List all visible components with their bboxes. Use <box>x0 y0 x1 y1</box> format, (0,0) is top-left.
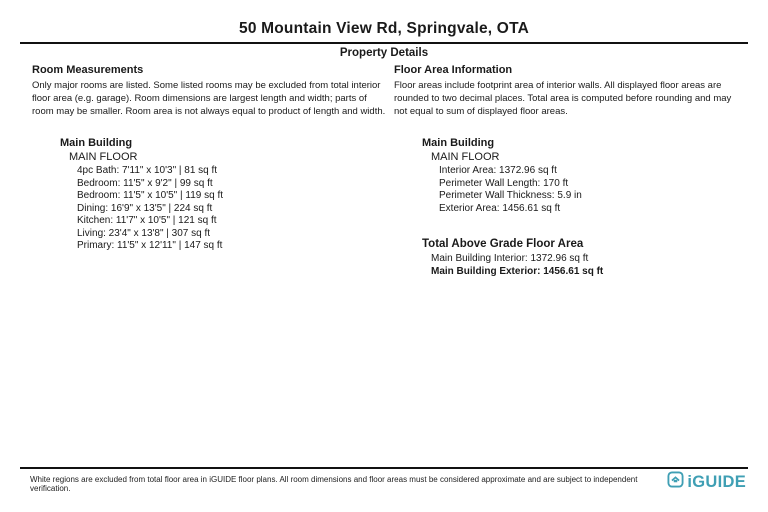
total-above-grade-block <box>394 238 746 278</box>
floor-area-stat: Interior Area: 1372.96 sq ft <box>439 165 557 176</box>
floor-area-building <box>394 137 746 215</box>
room-list <box>32 165 390 253</box>
room-item: Living: 23'4" x 13'8" | 307 sq ft <box>77 227 211 239</box>
room-item: Bedroom: 11'5" x 9'2" | 99 sq ft <box>77 177 213 189</box>
total-exterior-line: Main Building Exterior: 1456.61 sq ft <box>431 265 604 277</box>
room-measurements-section <box>32 64 390 253</box>
page-subtitle: Property Details <box>339 47 429 59</box>
room-item: Kitchen: 11'7" x 10'5" | 121 sq ft <box>77 215 217 226</box>
floor-area-stat: Perimeter Wall Length: 170 ft <box>439 177 569 189</box>
total-interior-line: Main Building Interior: 1372.96 sq ft <box>431 253 589 264</box>
floor-area-stat: Exterior Area: 1456.61 sq ft <box>439 202 561 214</box>
building-name: Main Building <box>422 137 495 149</box>
building-name: Main Building <box>60 137 133 149</box>
footer-disclaimer: White regions are excluded from total floor area in iGUIDE floor plans. All room dimensions and floor areas must be considered approximate and are subject to independent verification. <box>30 475 638 493</box>
room-item: 4pc Bath: 7'11" x 10'3" | 81 sq ft <box>77 165 218 176</box>
total-above-grade-heading: Total Above Grade Floor Area <box>422 238 584 250</box>
floor-area-stat-list <box>394 165 746 215</box>
room-item: Dining: 16'9" x 13'5" | 224 sq ft <box>77 202 213 214</box>
floor-area-description: Floor areas include footprint area of interior walls. All displayed floor areas are rounded to two decimal places. Total area is computed before rounding and may not equal to sum of displayed floor areas. <box>394 80 732 117</box>
page-title: 50 Mountain View Rd, Springvale, OTA <box>239 20 529 37</box>
footer-divider <box>20 467 748 469</box>
room-item: Bedroom: 11'5" x 10'5" | 119 sq ft <box>77 190 224 201</box>
room-measurements-building <box>32 137 390 253</box>
room-item: Primary: 11'5" x 12'11" | 147 sq ft <box>77 240 223 251</box>
room-measurements-heading: Room Measurements <box>32 64 144 76</box>
floor-area-information-section <box>394 64 746 278</box>
floor-area-heading: Floor Area Information <box>394 64 513 76</box>
iguide-camera-icon <box>667 471 684 493</box>
iguide-logo-text: iGUIDE <box>687 472 746 491</box>
iguide-logo <box>667 471 746 493</box>
header-divider <box>20 42 748 44</box>
room-measurements-description: Only major rooms are listed. Some listed rooms may be excluded from total interior floor area (e.g. garage). Room dimensions are largest length and width; parts of room may be smaller. Room area is not always equal to product of length and width. <box>32 80 386 117</box>
floor-name: MAIN FLOOR <box>431 151 500 163</box>
floor-area-stat: Perimeter Wall Thickness: 5.9 in <box>439 190 582 201</box>
floor-name: MAIN FLOOR <box>69 151 138 163</box>
